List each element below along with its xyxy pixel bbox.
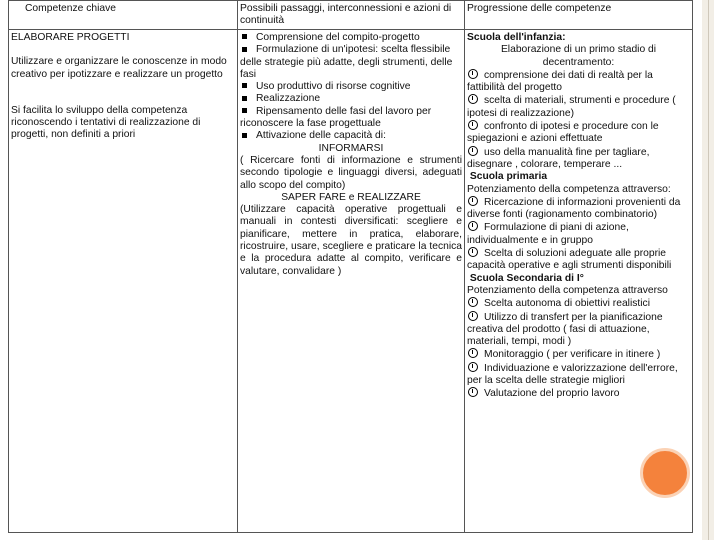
clock-icon xyxy=(468,94,478,104)
clock-icon xyxy=(468,120,478,130)
clock-icon xyxy=(468,348,478,358)
step-item: Realizzazione xyxy=(240,93,462,105)
bullet-icon xyxy=(242,47,247,52)
list-item: Monitoraggio ( per verificare in itinere ) xyxy=(467,348,690,361)
list-item: comprensione dei dati di realtà per la fattibilità del progetto xyxy=(467,69,653,94)
clock-icon xyxy=(468,387,478,397)
clock-icon xyxy=(468,247,478,257)
clock-icon xyxy=(468,362,478,372)
header-competenze: Competenze chiave xyxy=(9,1,238,30)
bullet-icon xyxy=(242,96,247,101)
step-item: Ripensamento delle fasi del lavoro per riconoscere la fase progettuale xyxy=(240,105,432,130)
list-item: Utilizzo di transfert per la pianificazione creativa del prodotto ( fasi di attuazione, materiali, tempi, modi ) xyxy=(467,311,663,348)
header-progressione: Progressione delle competenze xyxy=(465,1,693,30)
orange-circle-decoration xyxy=(640,448,690,498)
list-item: Ricercazione di informazioni provenienti da diverse fonti (ragionamento combinatorio) xyxy=(467,196,681,221)
clock-icon xyxy=(468,297,478,307)
list-item: Scelta di soluzioni adeguate alle proprie capacità operative e agli strumenti disponibili xyxy=(467,248,672,272)
bullet-icon xyxy=(242,34,247,39)
competence-table xyxy=(8,0,693,533)
competence-description: Utilizzare e organizzare le conoscenze in modo creativo per ipotizzare e realizzare un progetto xyxy=(11,56,227,80)
header-passaggi: Possibili passaggi, interconnessioni e azioni di continuità xyxy=(238,1,465,30)
primaria-title: Scuola primaria xyxy=(469,171,548,183)
list-item: Formulazione di piani di azione, individualmente e in gruppo xyxy=(467,222,629,246)
saper-fare-heading: SAPER FARE e REALIZZARE xyxy=(281,191,421,203)
primaria-intro: Potenziamento della competenza attraverso: xyxy=(467,183,671,195)
decoration-line xyxy=(708,0,709,540)
clock-icon xyxy=(468,311,478,321)
saper-fare-text: (Utilizzare capacità operative progettuali e manuali in contesti diversificati: scegliere e pianificare, mettere in pratica, elaborare, ricostruire, usare, scegliere e praticare la tecnica e la procedura adatte al compito, verificare e valutare, convalidare ) xyxy=(240,204,462,277)
informarsi-heading: INFORMARSI xyxy=(318,142,384,154)
clock-icon xyxy=(468,196,478,206)
step-item: Uso produttivo di risorse cognitive xyxy=(240,81,462,93)
slide-side-decoration xyxy=(694,0,720,540)
bullet-icon xyxy=(242,108,247,113)
list-item: uso della manualità fine per tagliare, disegnare , colorare, temperare ... xyxy=(467,146,650,170)
list-item: scelta di materiali, strumenti e procedure ( ipotesi di realizzazione) xyxy=(467,95,676,119)
secondaria-title: Scuola Secondaria di I° xyxy=(469,272,584,284)
list-item: confronto di ipotesi e procedure con le spiegazioni e azioni effettuate xyxy=(467,121,659,145)
bullet-icon xyxy=(242,83,247,88)
infanzia-title: Scuola dell'infanzia: xyxy=(467,32,566,43)
informarsi-text: ( Ricercare fonti di informazione e strumenti secondo tipologie e linguaggi diversi, adeguati allo scopo del compito) xyxy=(240,154,462,191)
list-item: Individuazione e valorizzazione dell'errore, per la scelta delle strategie migliori xyxy=(467,362,678,387)
secondaria-intro: Potenziamento della competenza attraverso xyxy=(467,284,668,296)
clock-icon xyxy=(468,146,478,156)
competence-facilitation: Si facilita lo sviluppo della competenza riconoscendo i tentativi di realizzazione di progetti, non definiti a priori xyxy=(11,104,201,141)
competence-title: ELABORARE PROGETTI xyxy=(11,32,130,43)
competence-table-frame xyxy=(8,0,692,540)
header-row xyxy=(9,1,693,30)
step-item: Comprensione del compito-progetto xyxy=(240,32,462,44)
list-item: Scelta autonoma di obiettivi realistici xyxy=(467,297,690,310)
bullet-icon xyxy=(242,133,247,138)
content-row xyxy=(9,30,693,533)
step-item: Formulazione di un'ipotesi: scelta flessibile delle strategie più adatte, degli strumenti, delle fasi xyxy=(240,44,453,80)
infanzia-intro: Elaborazione di un primo stadio di decentramento: xyxy=(500,44,657,68)
step-item: Attivazione delle capacità di: xyxy=(240,130,462,142)
list-item: Valutazione del proprio lavoro xyxy=(467,387,690,400)
cell-passaggi xyxy=(238,30,465,533)
clock-icon xyxy=(468,69,478,79)
cell-competenze xyxy=(9,30,238,533)
clock-icon xyxy=(468,221,478,231)
